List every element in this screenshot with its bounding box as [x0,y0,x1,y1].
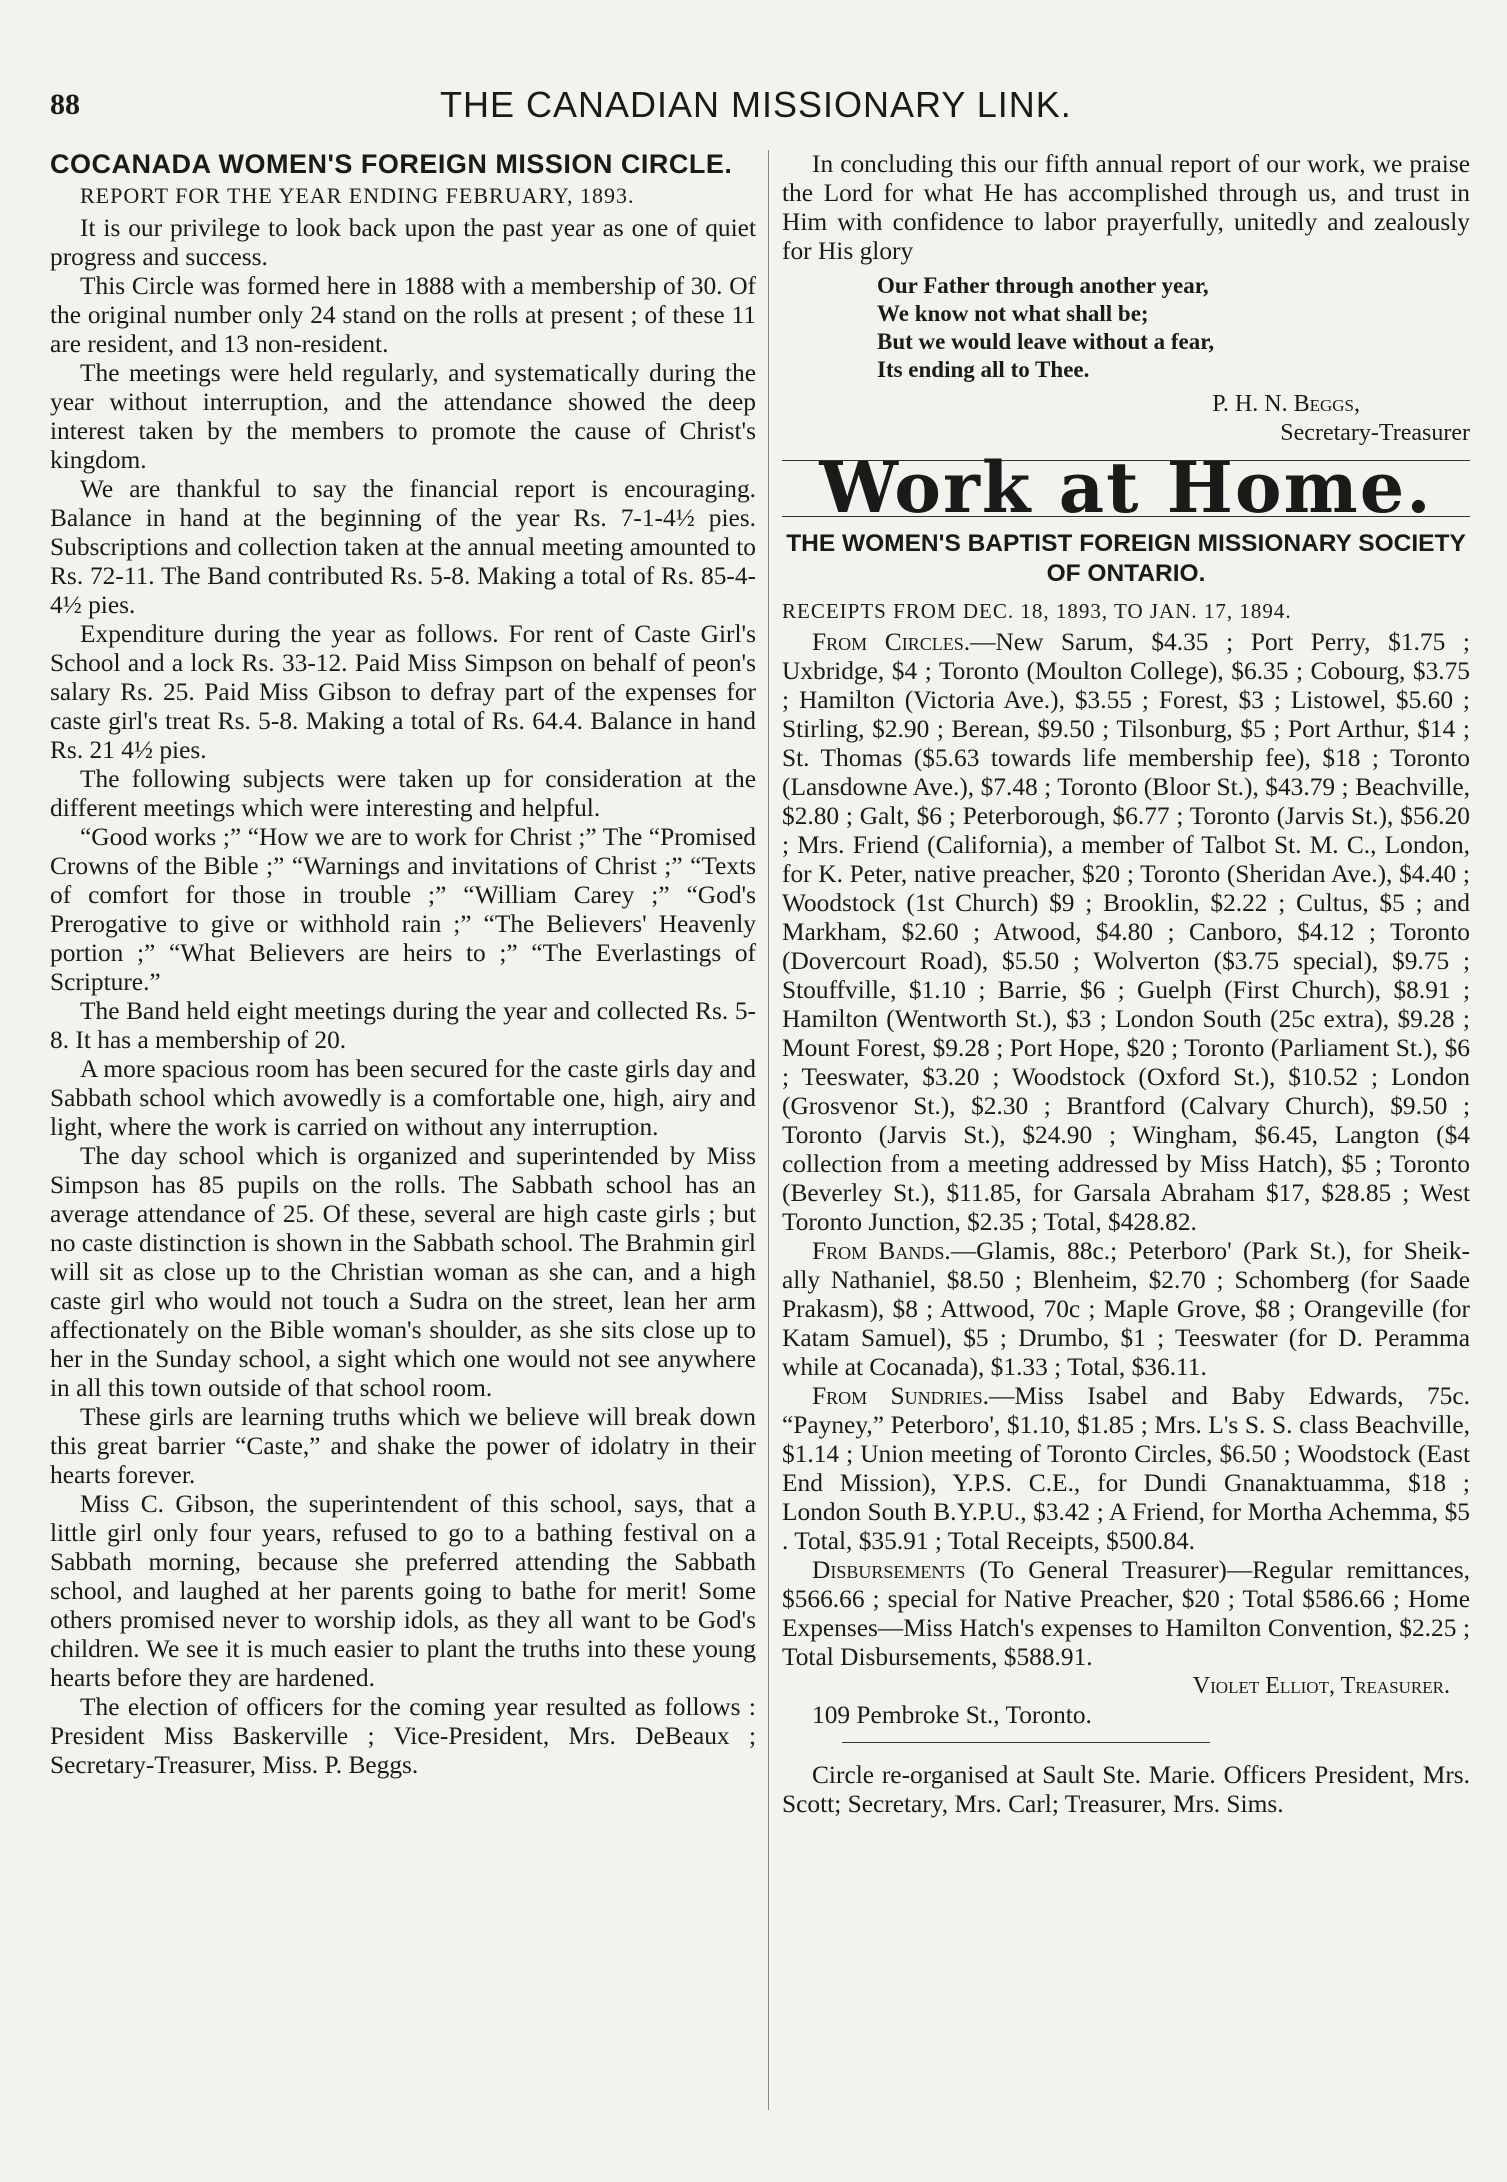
left-column [50,150,756,1780]
sundries-label: From Sundries. [812,1382,990,1410]
poem-line: Our Father through another year, [877,273,1209,298]
poem-line: But we would leave without a fear, [877,329,1215,354]
report-subtitle: REPORT FOR THE YEAR ENDING FEBRUARY, 1893. [80,183,635,208]
column-divider [768,150,769,2110]
circle-heading: COCANADA WOMEN'S FOREIGN MISSION CIRCLE. [50,149,733,179]
paragraph: The meetings were held regularly, and systematically during the year without interruption, and the attendance showed the deep interest taken by the members to promote the cause of Christ's kingdom. [50,359,756,474]
signature-name: P. H. N. Beggs, [1212,391,1360,417]
paragraph: We are thankful to say the financial report is encouraging. Balance in hand at the beginning of the year Rs. 7-1-4½ pies. Subscriptions and collection taken at the annual meeting amounted to Rs. 72-11. The Band contributed Rs. 5-8. Making a total of Rs. 85-4-4½ pies. [50,475,756,619]
bands-text: —Glamis, 88c.; Peterboro' (Park St.), for Sheik-ally Nathaniel, $8.50 ; Blenheim, $2.70 ; Schomberg (for Saade Prakasm), $8 ; Attwood, 70c ; Maple Grove, $8 ; Orangeville (for Katam Samuel), $5 ; Drumbo, $1 ; Teeswater (for D. Peramma while at Cocanada), $1.33 ; Total, $36.11. [782,1237,1470,1381]
paragraph: The Band held eight meetings during the year and collected Rs. 5-8. It has a membership of 20. [50,997,756,1054]
poem [877,272,1470,384]
paragraph: The election of officers for the coming year resulted as follows : President Miss Baskerville ; Vice-President, Mrs. DeBeaux ; Secretary-Treasurer, Miss. P. Beggs. [50,1693,756,1779]
disbursements-text: (To General Treasurer)—Regular remittances, $566.66 ; special for Native Preacher, $20 ; Total $586.66 ; Home Expenses—Miss Hatch's expenses to Hamilton Convention, $2.25 ; Total Disbursements, $588.91. [782,1556,1470,1671]
poem-line: We know not what shall be; [877,301,1149,326]
paragraph: Miss C. Gibson, the superintendent of this school, says, that a little girl only four years, refused to go to a bathing festival on a Sabbath morning, because she preferred attending the Sabbath school, and laughed at her parents going to bathe for merit! Some others promised never to worship idols, as they all want to be God's children. We see it is much easier to plant the truths into these young hearts before they are hardened. [50,1490,756,1692]
poem-line: Its ending all to Thee. [877,357,1090,382]
divider [842,1742,1210,1743]
signature-title: Secretary-Treasurer [1280,420,1470,446]
work-at-home-banner: Work at Home. [819,446,1433,529]
paragraph: The day school which is organized and superintended by Miss Simpson has 85 pupils on the rolls. The Sabbath school has an average attendance of 25. Of these, several are high caste girls ; but no caste distinction is shown in the Sabbath school. The Brahmin girl will sit as close up to the Christian woman as she can, and a high caste girl who would not touch a Sudra on the street, lean her arm affectionately on the Bible woman's shoulder, as she sits close up to her in the Sunday school, a sight which one would not see anywhere in all this town outside of that school room. [50,1142,756,1402]
disbursements-label: Disbursements [812,1556,966,1584]
right-column [782,150,1470,1819]
paragraph: “Good works ;” “How we are to work for Christ ;” The “Promised Crowns of the Bible ;” “Warnings and invitations of Christ ;” “Texts of comfort for those in trouble ;” “William Carey ;” “God's Prerogative to give or withhold rain ;” “The Believers' Heavenly portion ;” “What Believers are heirs to ;” “The Everlastings of Scripture.” [50,823,756,996]
masthead-title: THE CANADIAN MISSIONARY LINK. [440,84,1072,125]
closing-note: Circle re-organised at Sault Ste. Marie. Officers President, Mrs. Scott; Secretary, Mrs. Carl; Treasurer, Mrs. Sims. [782,1761,1470,1818]
receipts-heading: RECEIPTS FROM DEC. 18, 1893, TO JAN. 17, 1894. [782,599,1292,623]
conclusion-paragraph: In concluding this our fifth annual report of our work, we praise the Lord for what He has accomplished through us, and trust in Him with confidence to labor prayerfully, unitedly and zealously for His glory [782,150,1470,265]
treasurer-name: Violet Elliot, Treasurer. [1192,1673,1450,1699]
paragraph: These girls are learning truths which we believe will break down this great barrier “Caste,” and shake the power of idolatry in their hearts forever. [50,1403,756,1489]
paragraph: Expenditure during the year as follows. For rent of Caste Girl's School and a lock Rs. 33-12. Paid Miss Simpson on behalf of peon's salary Rs. 25. Paid Miss Gibson to defray part of the expenses for caste girl's treat Rs. 5-8. Making a total of Rs. 64.4. Balance in hand Rs. 21 4½ pies. [50,620,756,764]
circles-label: From Circles. [812,628,971,656]
paragraph: It is our privilege to look back upon the past year as one of quiet progress and success. [50,214,756,271]
sundries-receipts [782,1382,1470,1556]
treasurer-address: 109 Pembroke St., Toronto. [812,1701,1092,1729]
sundries-text: —Miss Isabel and Baby Edwards, 75c. “Payney,” Peterboro', $1.10, $1.85 ; Mrs. L's S. S. class Beachville, $1.14 ; Union meeting of Toronto Circles, $6.50 ; Woodstock (East End Mission), Y.P.S. C.E., for Dundi Gnanaktuamma, $18 ; London South B.Y.P.U., $3.42 ; A Friend, for Mortha Achemma, $5 . Total, $35.91 ; Total Receipts, $500.84. [782,1382,1470,1555]
circles-text: —New Sarum, $4.35 ; Port Perry, $1.75 ; Uxbridge, $4 ; Toronto (Moulton College), $6.35 ; Cobourg, $3.75 ; Hamilton (Victoria Ave.), $3.55 ; Forest, $3 ; Listowel, $5.60 ; Stirling, $2.90 ; Berean, $9.50 ; Tilsonburg, $5 ; Port Arthur, $14 ; St. Thomas ($5.63 towards life membership fee), $18 ; Toronto (Lansdowne Ave.), $7.48 ; Toronto (Bloor St.), $43.79 ; Beachville, $2.80 ; Galt, $6 ; Peterborough, $6.77 ; Toronto (Jarvis St.), $56.20 ; Mrs. Friend (California), a member of Talbot St. M. C., London, for K. Peter, native preacher, $20 ; Toronto (Sheridan Ave.), $4.40 ; Woodstock (1st Church) $9 ; Brooklin, $2.22 ; Cultus, $5 ; and Markham, $2.60 ; Atwood, $4.80 ; Canboro, $4.12 ; Toronto (Dovercourt Road), $5.50 ; Wolverton ($3.75 special), $9.75 ; Stouffville, $1.10 ; Barrie, $6 ; Guelph (First Church), $8.91 ; Hamilton (Wentworth St.), $3 ; London South (25c extra), $9.28 ; Mount Forest, $9.28 ; Port Hope, $20 ; Toronto (Parliament St.), $6 ; Teeswater, $3.20 ; Woodstock (Oxford St.), $10.52 ; London (Grosvenor St.), $2.30 ; Brantford (Calvary Church), $9.50 ; Toronto (Jarvis St.), $24.90 ; Wingham, $6.45, Langton ($4 collection from a meeting addressed by Miss Hatch), $5 ; Toronto (Beverley St.), $11.85, for Garsala Abraham $17, $28.85 ; West Toronto Junction, $2.35 ; Total, $428.82. [782,628,1470,1236]
disbursements [782,1556,1470,1672]
society-title: THE WOMEN'S BAPTIST FOREIGN MISSIONARY SOCIETY OF ONTARIO. [786,530,1466,587]
paragraph: The following subjects were taken up for consideration at the different meetings which were interesting and helpful. [50,765,756,822]
paragraph: A more spacious room has been secured for the caste girls day and Sabbath school which avowedly is a comfortable one, high, airy and light, where the work is carried on without any interruption. [50,1055,756,1141]
bands-receipts [782,1237,1470,1382]
page-number: 88 [50,88,80,121]
circles-receipts [782,628,1470,1237]
paragraph: This Circle was formed here in 1888 with a membership of 30. Of the original number only 24 stand on the rolls at present ; of these 11 are resident, and 13 non-resident. [50,272,756,358]
bands-label: From Bands. [812,1237,951,1265]
